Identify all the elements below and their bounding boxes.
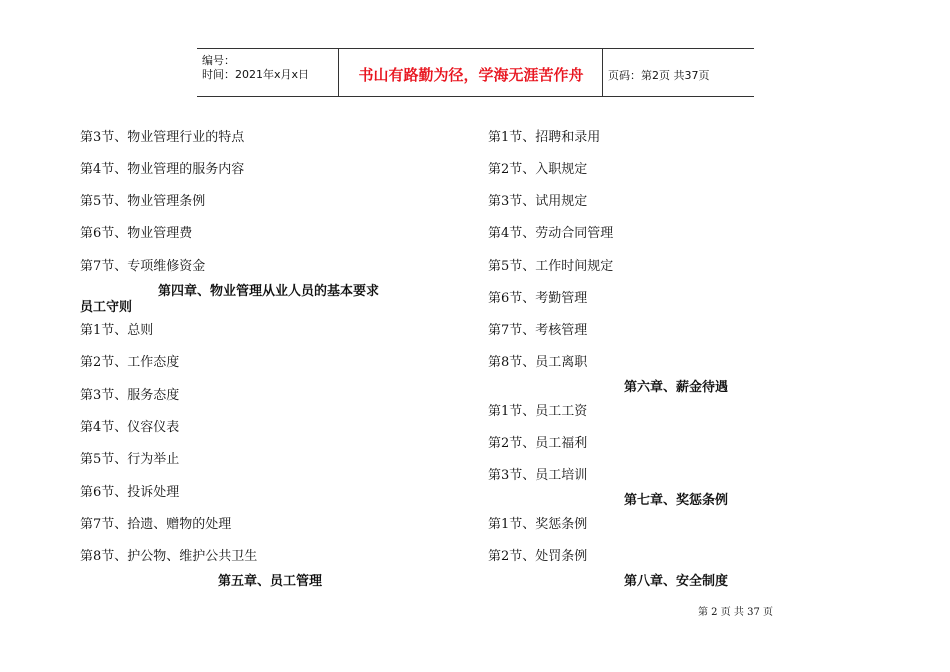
toc-item: 第5节、物业管理条例 bbox=[80, 194, 206, 209]
toc-item: 第3节、试用规定 bbox=[488, 194, 588, 209]
toc-item: 第1节、总则 bbox=[80, 323, 154, 338]
footer-page-number: 第 2 页 共 37 页 bbox=[698, 607, 773, 618]
toc-item: 第5节、行为举止 bbox=[80, 452, 180, 467]
section-subheading: 员工守则 bbox=[80, 300, 133, 315]
chapter-heading: 第七章、奖惩条例 bbox=[624, 493, 729, 508]
toc-item: 第2节、工作态度 bbox=[80, 355, 180, 370]
toc-item: 第5节、工作时间规定 bbox=[488, 259, 614, 274]
header-divider-right bbox=[602, 48, 603, 97]
toc-item: 第1节、员工工资 bbox=[488, 404, 588, 419]
toc-item: 第3节、服务态度 bbox=[80, 388, 180, 403]
header-number-label: 编号： bbox=[202, 54, 235, 67]
toc-item: 第2节、处罚条例 bbox=[488, 549, 588, 564]
toc-item: 第7节、专项维修资金 bbox=[80, 259, 206, 274]
toc-item: 第4节、仪容仪表 bbox=[80, 420, 180, 435]
chapter-heading: 第四章、物业管理从业人员的基本要求 bbox=[158, 284, 380, 299]
chapter-heading: 第六章、薪金待遇 bbox=[624, 380, 729, 395]
toc-item: 第8节、员工离职 bbox=[488, 355, 588, 370]
toc-item: 第6节、投诉处理 bbox=[80, 485, 180, 500]
toc-item: 第2节、员工福利 bbox=[488, 436, 588, 451]
header-bottom-rule bbox=[197, 96, 754, 97]
toc-item: 第7节、拾遗、赠物的处理 bbox=[80, 517, 232, 532]
toc-item: 第1节、奖惩条例 bbox=[488, 517, 588, 532]
toc-item: 第6节、物业管理费 bbox=[80, 226, 193, 241]
chapter-heading: 第八章、安全制度 bbox=[624, 574, 729, 589]
toc-item: 第4节、物业管理的服务内容 bbox=[80, 162, 245, 177]
header-top-rule bbox=[197, 48, 754, 49]
toc-item: 第2节、入职规定 bbox=[488, 162, 588, 177]
header-motto: 书山有路勤为径，学海无涯苦作舟 bbox=[358, 66, 584, 84]
toc-item: 第6节、考勤管理 bbox=[488, 291, 588, 306]
toc-item: 第1节、招聘和录用 bbox=[488, 130, 601, 145]
toc-item: 第3节、物业管理行业的特点 bbox=[80, 130, 245, 145]
toc-item: 第3节、员工培训 bbox=[488, 468, 588, 483]
toc-item: 第7节、考核管理 bbox=[488, 323, 588, 338]
header-time-label: 时间：2021年x月x日 bbox=[202, 68, 310, 81]
header-page-code: 页码：第2页 共37页 bbox=[608, 69, 710, 82]
toc-item: 第4节、劳动合同管理 bbox=[488, 226, 614, 241]
chapter-heading: 第五章、员工管理 bbox=[218, 574, 323, 589]
toc-item: 第8节、护公物、维护公共卫生 bbox=[80, 549, 258, 564]
header-divider-left bbox=[338, 48, 339, 97]
